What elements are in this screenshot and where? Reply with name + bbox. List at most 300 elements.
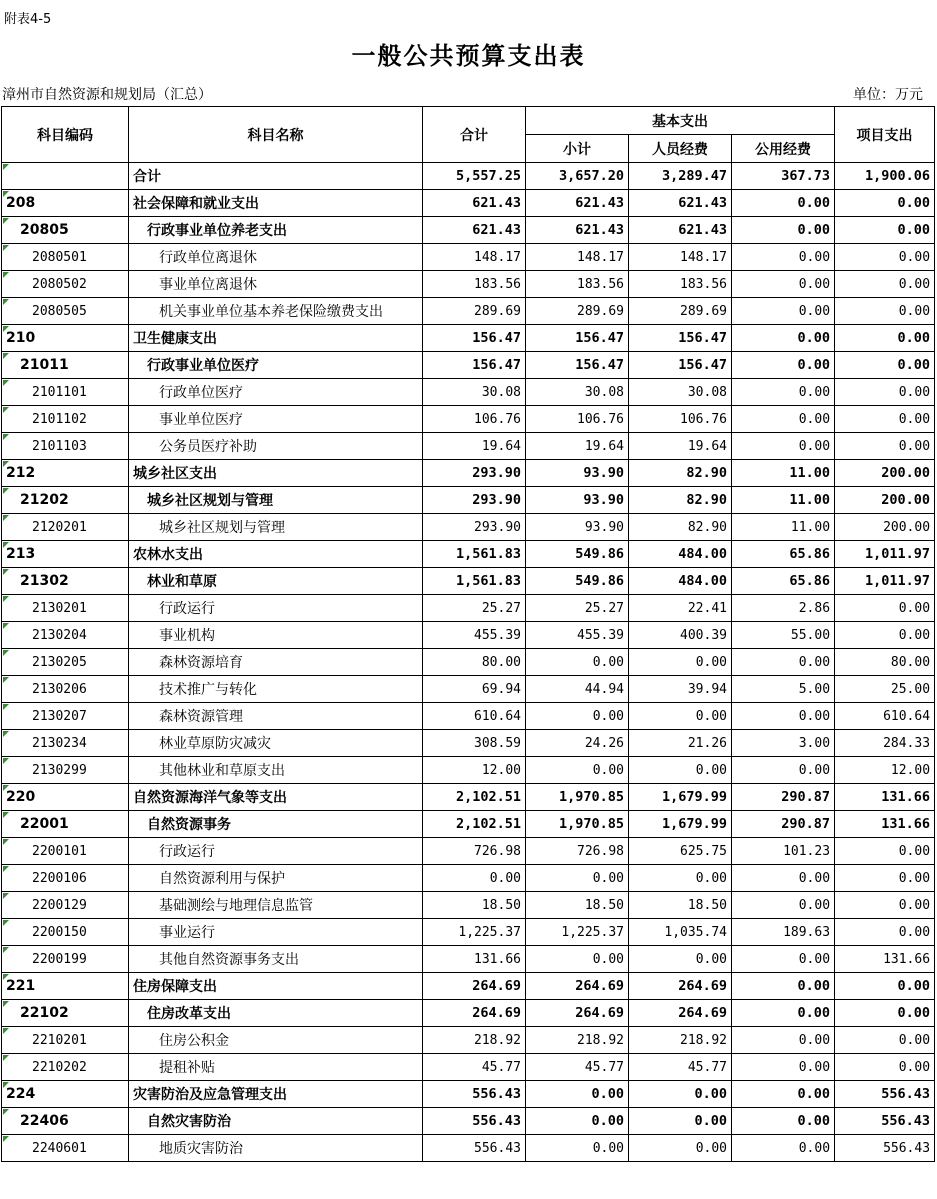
cell-name: 住房保障支出 [129,973,423,1000]
cell-public: 0.00 [732,190,835,217]
table-header [2,107,935,163]
cell-code: 22406 [2,1108,129,1135]
cell-code: 2080502 [2,271,129,298]
cell-public: 65.86 [732,541,835,568]
cell-subtotal: 156.47 [526,352,629,379]
cell-total: 289.69 [423,298,526,325]
cell-project: 0.00 [835,352,935,379]
table-row [2,406,935,433]
cell-project: 200.00 [835,487,935,514]
cell-code: 2200129 [2,892,129,919]
cell-public: 0.00 [732,433,835,460]
table-row [2,622,935,649]
cell-subtotal: 19.64 [526,433,629,460]
cell-personnel: 0.00 [629,1135,732,1162]
cell-subtotal: 93.90 [526,460,629,487]
cell-personnel: 82.90 [629,514,732,541]
cell-personnel: 82.90 [629,487,732,514]
cell-total: 1,561.83 [423,568,526,595]
table-row [2,325,935,352]
cell-project: 0.00 [835,406,935,433]
cell-code: 2130201 [2,595,129,622]
cell-subtotal: 148.17 [526,244,629,271]
cell-project: 0.00 [835,379,935,406]
cell-total: 106.76 [423,406,526,433]
cell-subtotal: 0.00 [526,1081,629,1108]
table-row [2,1054,935,1081]
cell-code: 2130204 [2,622,129,649]
cell-public: 11.00 [732,460,835,487]
cell-personnel: 400.39 [629,622,732,649]
cell-name: 自然资源事务 [129,811,423,838]
cell-name: 行政单位医疗 [129,379,423,406]
unit-label: 单位：万元 [853,87,923,103]
cell-code: 2200199 [2,946,129,973]
cell-name: 住房改革支出 [129,1000,423,1027]
table-row [2,730,935,757]
cell-project: 0.00 [835,1000,935,1027]
cell-total: 0.00 [423,865,526,892]
cell-code: 224 [2,1081,129,1108]
cell-total: 18.50 [423,892,526,919]
cell-public: 0.00 [732,217,835,244]
cell-personnel: 21.26 [629,730,732,757]
cell-total: 621.43 [423,217,526,244]
cell-personnel: 289.69 [629,298,732,325]
cell-project: 284.33 [835,730,935,757]
cell-subtotal: 0.00 [526,1135,629,1162]
table-row [2,973,935,1000]
cell-project: 556.43 [835,1081,935,1108]
table-body [2,163,935,1162]
unit-name: 漳州市自然资源和规划局（汇总） [2,87,212,103]
page-title: 一般公共预算支出表 [351,41,586,70]
cell-personnel: 22.41 [629,595,732,622]
cell-code: 213 [2,541,129,568]
table-row [2,1135,935,1162]
header-total: 合计 [423,107,526,163]
cell-project: 12.00 [835,757,935,784]
table-row [2,433,935,460]
cell-project: 0.00 [835,325,935,352]
table-row [2,514,935,541]
cell-name: 行政事业单位养老支出 [129,217,423,244]
cell-personnel: 30.08 [629,379,732,406]
header-project: 项目支出 [835,107,935,163]
cell-subtotal: 218.92 [526,1027,629,1054]
cell-personnel: 39.94 [629,676,732,703]
cell-name: 基础测绘与地理信息监管 [129,892,423,919]
cell-total: 12.00 [423,757,526,784]
cell-total: 264.69 [423,973,526,1000]
cell-code: 2240601 [2,1135,129,1162]
cell-total: 293.90 [423,514,526,541]
cell-code: 221 [2,973,129,1000]
cell-name: 社会保障和就业支出 [129,190,423,217]
cell-personnel: 106.76 [629,406,732,433]
cell-total: 5,557.25 [423,163,526,190]
cell-personnel: 18.50 [629,892,732,919]
cell-public: 101.23 [732,838,835,865]
cell-project: 0.00 [835,595,935,622]
cell-name: 森林资源培育 [129,649,423,676]
header-code: 科目编码 [2,107,129,163]
cell-personnel: 0.00 [629,946,732,973]
table-row [2,298,935,325]
table-row [2,271,935,298]
cell-total: 556.43 [423,1081,526,1108]
cell-public: 0.00 [732,865,835,892]
cell-name: 行政运行 [129,838,423,865]
cell-public: 0.00 [732,244,835,271]
cell-total: 131.66 [423,946,526,973]
cell-subtotal: 264.69 [526,1000,629,1027]
cell-code: 2080501 [2,244,129,271]
cell-project: 0.00 [835,244,935,271]
cell-personnel: 0.00 [629,1081,732,1108]
cell-personnel: 0.00 [629,757,732,784]
cell-code: 210 [2,325,129,352]
cell-name: 技术推广与转化 [129,676,423,703]
cell-name: 事业机构 [129,622,423,649]
cell-subtotal: 3,657.20 [526,163,629,190]
cell-name: 提租补贴 [129,1054,423,1081]
cell-project: 0.00 [835,1027,935,1054]
cell-code: 2130207 [2,703,129,730]
cell-total: 308.59 [423,730,526,757]
cell-code: 22102 [2,1000,129,1027]
cell-code: 22001 [2,811,129,838]
cell-subtotal: 726.98 [526,838,629,865]
cell-subtotal: 0.00 [526,703,629,730]
cell-subtotal: 0.00 [526,649,629,676]
cell-subtotal: 0.00 [526,757,629,784]
cell-public: 2.86 [732,595,835,622]
cell-public: 0.00 [732,298,835,325]
cell-public: 0.00 [732,1108,835,1135]
cell-code: 2101101 [2,379,129,406]
cell-personnel: 0.00 [629,703,732,730]
cell-personnel: 264.69 [629,1000,732,1027]
cell-personnel: 183.56 [629,271,732,298]
table-row [2,244,935,271]
cell-public: 367.73 [732,163,835,190]
table-row [2,838,935,865]
cell-total: 621.43 [423,190,526,217]
attachment-label: 附表4-5 [4,12,52,27]
budget-table [1,106,935,1162]
cell-subtotal: 183.56 [526,271,629,298]
cell-public: 5.00 [732,676,835,703]
cell-project: 0.00 [835,919,935,946]
cell-total: 726.98 [423,838,526,865]
cell-personnel: 625.75 [629,838,732,865]
header-subtotal: 小计 [526,135,629,163]
cell-name: 农林水支出 [129,541,423,568]
cell-name: 灾害防治及应急管理支出 [129,1081,423,1108]
cell-subtotal: 18.50 [526,892,629,919]
header-name: 科目名称 [129,107,423,163]
table-row [2,460,935,487]
cell-subtotal: 549.86 [526,541,629,568]
cell-public: 11.00 [732,514,835,541]
cell-total: 183.56 [423,271,526,298]
cell-name: 其他林业和草原支出 [129,757,423,784]
cell-personnel: 0.00 [629,865,732,892]
cell-project: 0.00 [835,217,935,244]
cell-code: 21302 [2,568,129,595]
cell-code: 212 [2,460,129,487]
cell-code: 220 [2,784,129,811]
cell-name: 自然灾害防治 [129,1108,423,1135]
table-row [2,1081,935,1108]
cell-public: 55.00 [732,622,835,649]
cell-total: 156.47 [423,325,526,352]
cell-code: 2210201 [2,1027,129,1054]
cell-name: 林业草原防灾减灾 [129,730,423,757]
cell-public: 11.00 [732,487,835,514]
cell-code: 20805 [2,217,129,244]
cell-total: 1,561.83 [423,541,526,568]
cell-project: 556.43 [835,1135,935,1162]
cell-public: 65.86 [732,568,835,595]
cell-personnel: 156.47 [629,352,732,379]
cell-code: 2101103 [2,433,129,460]
cell-project: 0.00 [835,838,935,865]
cell-subtotal: 621.43 [526,217,629,244]
cell-personnel: 0.00 [629,1108,732,1135]
cell-personnel: 148.17 [629,244,732,271]
cell-code: 2130234 [2,730,129,757]
cell-total: 69.94 [423,676,526,703]
cell-code: 2130205 [2,649,129,676]
cell-name: 卫生健康支出 [129,325,423,352]
cell-personnel: 484.00 [629,541,732,568]
cell-subtotal: 0.00 [526,865,629,892]
cell-code: 2200150 [2,919,129,946]
cell-project: 610.64 [835,703,935,730]
cell-name: 城乡社区支出 [129,460,423,487]
cell-name: 城乡社区规划与管理 [129,487,423,514]
cell-code: 2120201 [2,514,129,541]
cell-total: 156.47 [423,352,526,379]
cell-name: 行政单位离退休 [129,244,423,271]
cell-personnel: 19.64 [629,433,732,460]
cell-project: 0.00 [835,433,935,460]
table-row [2,703,935,730]
table-row [2,1027,935,1054]
cell-subtotal: 24.26 [526,730,629,757]
cell-total: 45.77 [423,1054,526,1081]
cell-code: 21202 [2,487,129,514]
cell-public: 0.00 [732,406,835,433]
header-public: 公用经费 [732,135,835,163]
cell-total: 610.64 [423,703,526,730]
table-row [2,865,935,892]
cell-public: 0.00 [732,325,835,352]
cell-code: 2130206 [2,676,129,703]
cell-project: 0.00 [835,298,935,325]
cell-subtotal: 621.43 [526,190,629,217]
cell-personnel: 156.47 [629,325,732,352]
table-row [2,379,935,406]
cell-name: 机关事业单位基本养老保险缴费支出 [129,298,423,325]
cell-personnel: 218.92 [629,1027,732,1054]
table-row [2,784,935,811]
table-row [2,487,935,514]
table-row [2,1108,935,1135]
cell-subtotal: 93.90 [526,514,629,541]
cell-project: 0.00 [835,892,935,919]
cell-code: 2210202 [2,1054,129,1081]
cell-public: 0.00 [732,271,835,298]
cell-total: 218.92 [423,1027,526,1054]
cell-personnel: 82.90 [629,460,732,487]
table-row [2,946,935,973]
cell-name: 城乡社区规划与管理 [129,514,423,541]
cell-name: 公务员医疗补助 [129,433,423,460]
cell-project: 131.66 [835,784,935,811]
cell-public: 0.00 [732,946,835,973]
cell-total: 80.00 [423,649,526,676]
cell-project: 200.00 [835,460,935,487]
cell-project: 131.66 [835,946,935,973]
cell-name: 事业运行 [129,919,423,946]
cell-public: 290.87 [732,784,835,811]
cell-project: 131.66 [835,811,935,838]
table-row [2,757,935,784]
cell-subtotal: 106.76 [526,406,629,433]
cell-public: 0.00 [732,1027,835,1054]
cell-public: 0.00 [732,703,835,730]
cell-subtotal: 289.69 [526,298,629,325]
cell-code [2,163,129,190]
cell-code: 208 [2,190,129,217]
cell-name: 事业单位医疗 [129,406,423,433]
table-row [2,595,935,622]
cell-personnel: 264.69 [629,973,732,1000]
cell-public: 0.00 [732,1135,835,1162]
cell-subtotal: 93.90 [526,487,629,514]
cell-public: 0.00 [732,352,835,379]
cell-public: 0.00 [732,757,835,784]
cell-personnel: 1,679.99 [629,784,732,811]
cell-code: 2200106 [2,865,129,892]
cell-name: 森林资源管理 [129,703,423,730]
cell-total: 25.27 [423,595,526,622]
cell-project: 0.00 [835,190,935,217]
cell-name: 事业单位离退休 [129,271,423,298]
table-row [2,811,935,838]
cell-name: 行政事业单位医疗 [129,352,423,379]
cell-total: 264.69 [423,1000,526,1027]
cell-personnel: 45.77 [629,1054,732,1081]
cell-name: 自然资源利用与保护 [129,865,423,892]
cell-total: 293.90 [423,487,526,514]
cell-personnel: 1,035.74 [629,919,732,946]
cell-subtotal: 0.00 [526,946,629,973]
cell-subtotal: 264.69 [526,973,629,1000]
cell-code: 2080505 [2,298,129,325]
cell-subtotal: 0.00 [526,1108,629,1135]
cell-name: 行政运行 [129,595,423,622]
cell-public: 0.00 [732,1054,835,1081]
cell-subtotal: 1,970.85 [526,784,629,811]
cell-project: 1,011.97 [835,541,935,568]
cell-name: 其他自然资源事务支出 [129,946,423,973]
cell-personnel: 484.00 [629,568,732,595]
cell-total: 1,225.37 [423,919,526,946]
table-row [2,892,935,919]
cell-personnel: 0.00 [629,649,732,676]
cell-subtotal: 455.39 [526,622,629,649]
cell-subtotal: 25.27 [526,595,629,622]
table-row [2,541,935,568]
cell-name: 合计 [129,163,423,190]
cell-public: 3.00 [732,730,835,757]
table-row [2,919,935,946]
cell-personnel: 3,289.47 [629,163,732,190]
table-row [2,190,935,217]
cell-project: 0.00 [835,1054,935,1081]
cell-public: 189.63 [732,919,835,946]
table-row [2,676,935,703]
cell-subtotal: 156.47 [526,325,629,352]
cell-personnel: 1,679.99 [629,811,732,838]
cell-total: 2,102.51 [423,784,526,811]
cell-total: 556.43 [423,1108,526,1135]
cell-project: 1,011.97 [835,568,935,595]
cell-subtotal: 44.94 [526,676,629,703]
cell-code: 2101102 [2,406,129,433]
cell-total: 30.08 [423,379,526,406]
cell-project: 80.00 [835,649,935,676]
cell-total: 293.90 [423,460,526,487]
cell-public: 0.00 [732,1000,835,1027]
cell-project: 200.00 [835,514,935,541]
cell-public: 0.00 [732,379,835,406]
cell-subtotal: 1,225.37 [526,919,629,946]
cell-project: 556.43 [835,1108,935,1135]
table-row [2,568,935,595]
cell-public: 0.00 [732,973,835,1000]
cell-project: 0.00 [835,271,935,298]
table-row [2,352,935,379]
cell-code: 21011 [2,352,129,379]
table-row [2,163,935,190]
cell-total: 2,102.51 [423,811,526,838]
cell-code: 2130299 [2,757,129,784]
cell-total: 148.17 [423,244,526,271]
cell-personnel: 621.43 [629,217,732,244]
cell-subtotal: 1,970.85 [526,811,629,838]
cell-public: 0.00 [732,1081,835,1108]
cell-subtotal: 45.77 [526,1054,629,1081]
header-personnel: 人员经费 [629,135,732,163]
cell-public: 0.00 [732,892,835,919]
cell-personnel: 621.43 [629,190,732,217]
cell-subtotal: 549.86 [526,568,629,595]
cell-total: 556.43 [423,1135,526,1162]
cell-subtotal: 30.08 [526,379,629,406]
table-row [2,1000,935,1027]
cell-public: 0.00 [732,649,835,676]
table-row [2,649,935,676]
cell-project: 0.00 [835,865,935,892]
cell-code: 2200101 [2,838,129,865]
cell-name: 住房公积金 [129,1027,423,1054]
cell-public: 290.87 [732,811,835,838]
